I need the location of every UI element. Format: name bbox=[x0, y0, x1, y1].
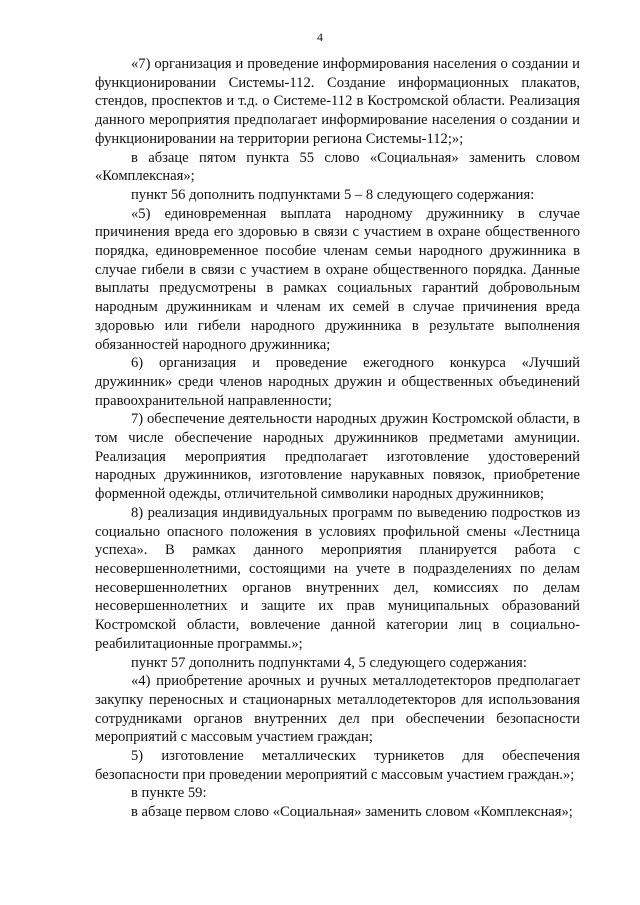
paragraph-point-59-intro: в пункте 59: bbox=[131, 785, 207, 802]
page-number: 4 bbox=[317, 30, 323, 44]
paragraph-subpoint-8-programs: 8) реализация индивидуальных программ по выведению подростков из социально опасного положения в условиях профильной смены «Лестница успеха». В рамках данного мероприятия планируется работа с несовершеннолетними, состоящими на учете в подразделениях по делам несовершеннолетних органов внутренних дел, комиссиях по делам несовершеннолетних и защите их прав муниципальных образований Костромской области, вовлечение данной категории лиц в социально-реабилитационные программы.»; bbox=[95, 504, 580, 652]
paragraph-subpoint-5-turnstiles: 5) изготовление металлических турникетов для обеспечения безопасности при проведении мероприятий с массовым участием граждан.»; bbox=[95, 748, 580, 783]
paragraph-subpoint-5-payment: «5) единовременная выплата народному дружиннику в случае причинения вреда его здоровью в связи с участием в охране общественного порядка, единовременное пособие членам семьи народного дружинника в случае гибели в связи с участием в охране общественного порядка. Данные выплаты предусмотрены в рамках социальных гарантий добровольным народным дружинникам и членам их семей в случае причинения вреда здоровью или гибели народного дружинника в результате выполнения обязанностей народного дружинника; bbox=[95, 205, 580, 353]
paragraph-subpoint-7-support: 7) обеспечение деятельности народных дружин Костромской области, в том числе обеспечение народных дружинников предметами амуниции. Реализация мероприятия предполагает изготовление удостоверений народных дружинников, изготовление нарукавных повязок, приобретение форменной одежды, отличительной символики народных дружинников; bbox=[95, 411, 580, 503]
paragraph-point-59-amendment: в абзаце первом слово «Социальная» заменить словом «Комплексная»; bbox=[131, 804, 573, 821]
paragraph-item-7-system-112: «7) организация и проведение информирования населения о создании и функционировании Системы-112. Создание информационных плакатов, стендов, проспектов и т.д. о Системе-112 в Костромской области. Реализация данного мероприятия предполагает информирование населения о создании и функционировании на территории региона Системы-112;»; bbox=[95, 56, 580, 147]
paragraph-point-55-amendment: в абзаце пятом пункта 55 слово «Социальная» заменить словом «Комплексная»; bbox=[95, 149, 580, 185]
document-body bbox=[95, 55, 580, 822]
paragraph-subpoint-4-detectors: «4) приобретение арочных и ручных металлодетекторов предполагает закупку переносных и стационарных металлодетекторов для использования сотрудниками органов внутренних дел при обеспечении безопасности мероприятий с массовым участием граждан; bbox=[95, 673, 580, 746]
paragraph-point-57-intro: пункт 57 дополнить подпунктами 4, 5 следующего содержания: bbox=[131, 654, 527, 671]
paragraph-point-56-intro: пункт 56 дополнить подпунктами 5 – 8 следующего содержания: bbox=[131, 186, 535, 203]
paragraph-subpoint-6-contest: 6) организация и проведение ежегодного конкурса «Лучший дружинник» среди членов народных дружин и общественных объединений правоохранительной направленности; bbox=[95, 355, 580, 409]
